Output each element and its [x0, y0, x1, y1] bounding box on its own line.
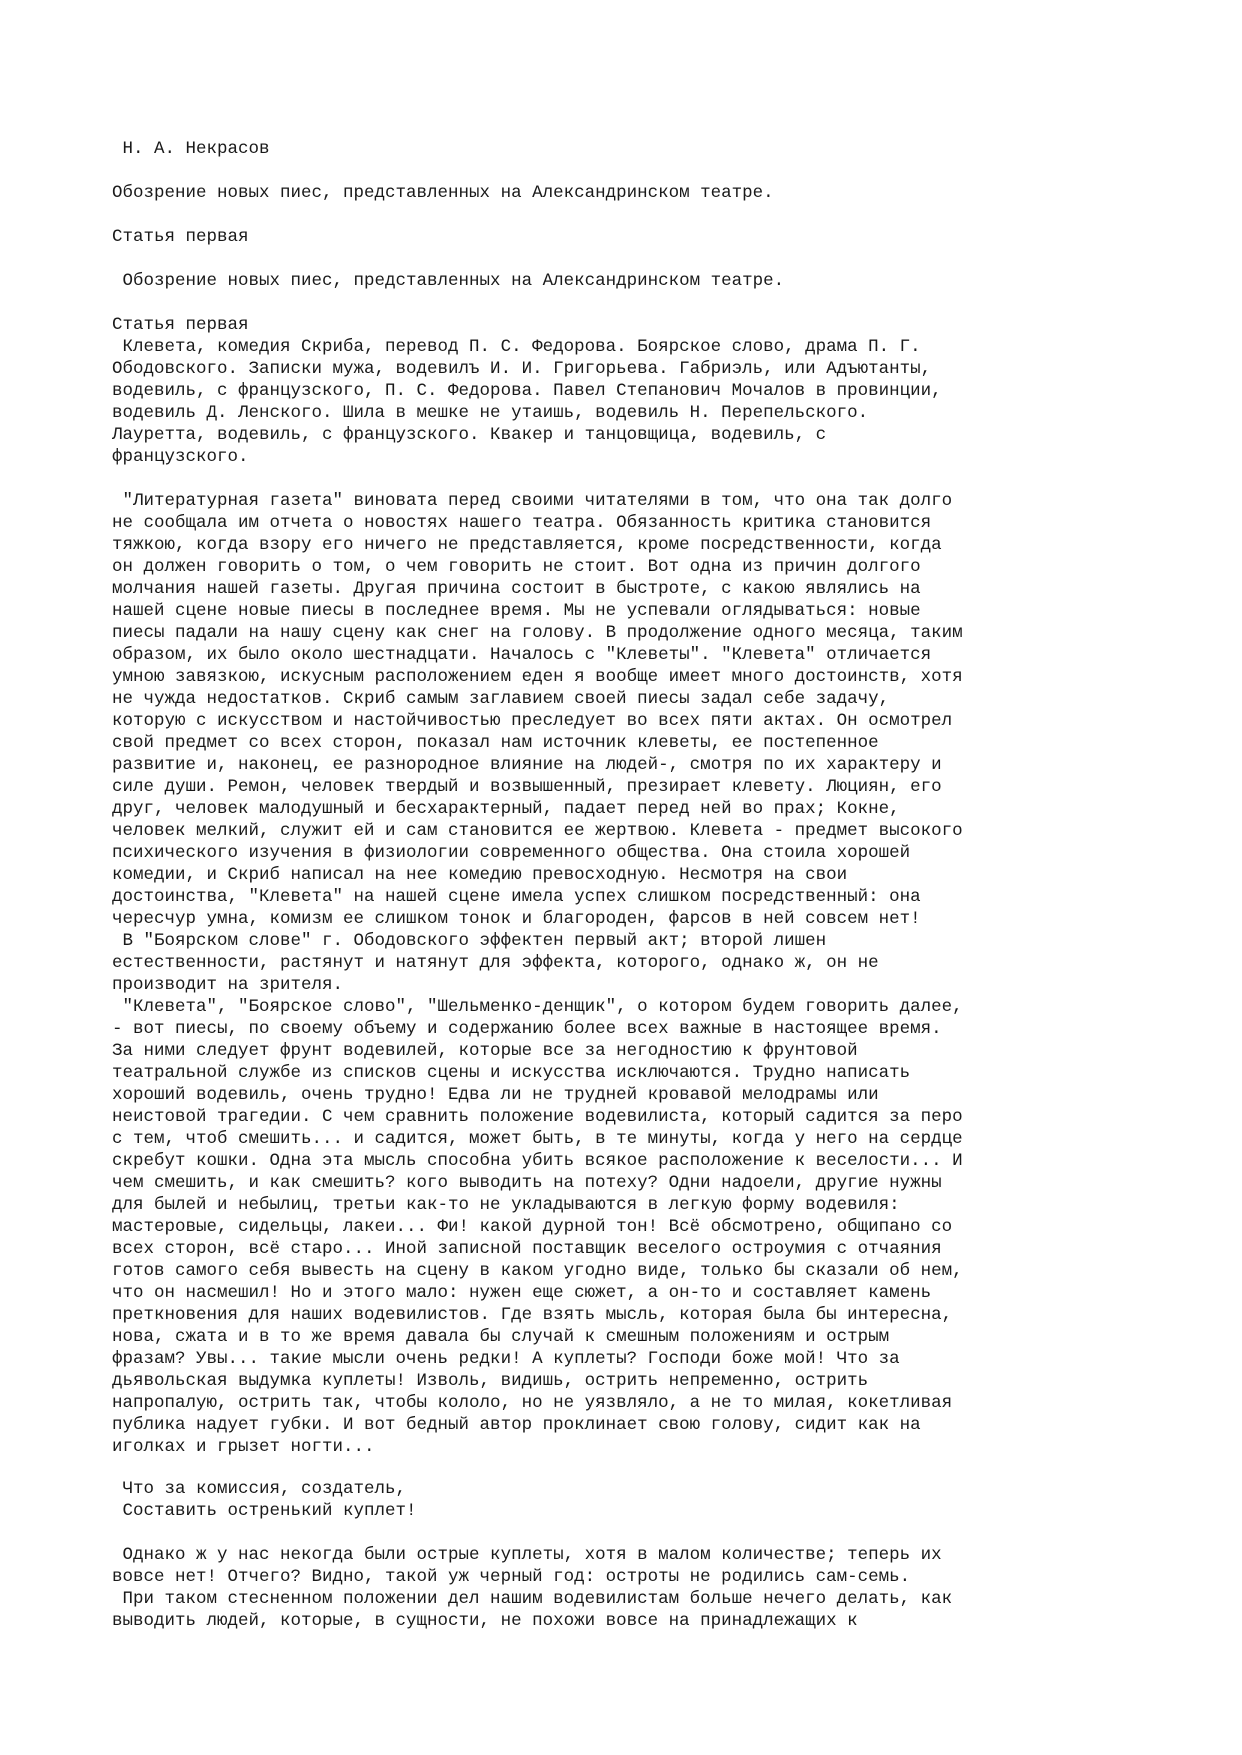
- body-line: публика надует губки. И вот бедный автор проклинает свою голову, сидит как на: [112, 1415, 921, 1435]
- body-line: которую с искусством и настойчивостью преследует во всех пяти актах. Он осмотрел: [112, 711, 953, 731]
- body-line: нашей сцене новые пиесы в последнее время. Мы не успевали оглядываться: новые: [112, 601, 921, 621]
- body-line: театральной службе из списков сцены и искусства исключаются. Трудно написать: [112, 1063, 911, 1083]
- body-line: производит на зрителя.: [112, 975, 344, 995]
- subtitle-line-repeat: Статья первая: [112, 315, 249, 335]
- body-line: развитие и, наконец, ее разнородное влияние на людей-, смотря по их характеру и: [112, 755, 942, 775]
- body-line: не чужда недостатков. Скриб самым заглавием своей пиесы задал себе задачу,: [112, 689, 890, 709]
- body-line: умною завязкою, искусным расположением еден я вообще имеет много достоинств, хотя: [112, 667, 963, 687]
- plays-list: [112, 336, 942, 468]
- body-line: чересчур умна, комизм ее слишком тонок и благороден, фарсов в ней совсем нет!: [112, 909, 921, 929]
- body-line: он должен говорить о том, о чем говорить не стоит. Вот одна из причин долгого: [112, 557, 921, 577]
- body-line: психического изучения в физиологии современного общества. Она стоила хорошей: [112, 843, 911, 863]
- body-line: тяжкою, когда взору его ничего не представляется, кроме посредственности, когда: [112, 535, 942, 555]
- body-line: молчания нашей газеты. Другая причина состоит в быстроте, с какою являлись на: [112, 579, 921, 599]
- body-line: нова, сжата и в то же время давала бы случай к смешным положениям и острым: [112, 1327, 890, 1347]
- body-line: не сообщала им отчета о новостях нашего театра. Обязанность критика становится: [112, 513, 932, 533]
- body-line: скребут кошки. Одна эта мысль способна убить всякое расположение к веселости... И: [112, 1151, 963, 1171]
- closing-line: вовсе нет! Отчего? Видно, такой уж черный год: остроты не родились сам-семь.: [112, 1567, 911, 1587]
- plays-list-line: Лауретта, водевиль, с французского. Квакер и танцовщица, водевиль, с: [112, 425, 827, 445]
- body-line: иголках и грызет ногти...: [112, 1437, 375, 1457]
- body-line: свой предмет со всех сторон, показал нам источник клеветы, ее постепенное: [112, 733, 879, 753]
- plays-list-line: водевиль, с французского, П. С. Федорова. Павел Степанович Мочалов в провинции,: [112, 381, 942, 401]
- closing-line: При таком стесненном положении дел нашим водевилистам больше нечего делать, как: [112, 1589, 953, 1609]
- verse-quote: [112, 1478, 417, 1522]
- body-line: силе души. Ремон, человек твердый и возвышенный, презирает клевету. Люциян, его: [112, 777, 942, 797]
- body-line: пиесы падали на нашу сцену как снег на голову. В продолжение одного месяца, таким: [112, 623, 963, 643]
- body-line: хороший водевиль, очень трудно! Едва ли не трудней кровавой мелодрамы или: [112, 1085, 879, 1105]
- body-line: дьявольская выдумка куплеты! Изволь, видишь, острить непременно, острить: [112, 1371, 869, 1391]
- body-line: "Клевета", "Боярское слово", "Шельменко-денщик", о котором будем говорить далее,: [112, 997, 963, 1017]
- body-line: преткновения для наших водевилистов. Где взять мысль, которая была бы интересна,: [112, 1305, 953, 1325]
- body-line: За ними следует фрунт водевилей, которые все за негодностию к фрунтовой: [112, 1041, 858, 1061]
- body-line: В "Боярском слове" г. Ободовского эффектен первый акт; второй лишен: [112, 931, 827, 951]
- body-line: человек мелкий, служит ей и сам становится ее жертвою. Клевета - предмет высокого: [112, 821, 963, 841]
- body-line: "Литературная газета" виновата перед своими читателями в том, что она так долго: [112, 491, 953, 511]
- body-line: - вот пиесы, по своему объему и содержанию более всех важные в настоящее время.: [112, 1019, 942, 1039]
- body-line: мастеровые, сидельцы, лакеи... Фи! какой дурной тон! Всё обсмотрено, общипано со: [112, 1217, 953, 1237]
- body-line: образом, их было около шестнадцати. Началось с "Клеветы". "Клевета" отличается: [112, 645, 932, 665]
- plays-list-line: Ободовского. Записки мужа, водевилъ И. И. Григорьева. Габриэль, или Адъютанты,: [112, 359, 932, 379]
- subtitle-line: Статья первая: [112, 227, 249, 247]
- closing-line: выводить людей, которые, в сущности, не похожи вовсе на принадлежащих к: [112, 1611, 858, 1631]
- author-line: Н. А. Некрасов: [112, 139, 270, 159]
- body-line: чем смешить, и как смешить? кого выводить на потеху? Одни надоели, другие нужны: [112, 1173, 942, 1193]
- title-line-repeat: Обозрение новых пиес, представленных на Александринском театре.: [112, 271, 785, 291]
- body-line: неистовой трагедии. С чем сравнить положение водевилиста, который садится за перо: [112, 1107, 963, 1127]
- body-line: всех сторон, всё старо... Иной записной поставщик веселого остроумия с отчаяния: [112, 1239, 942, 1259]
- body-line: комедии, и Скриб написал на нее комедию превосходную. Несмотря на свои: [112, 865, 848, 885]
- plays-list-line: французского.: [112, 447, 249, 467]
- article-body: [112, 490, 963, 1458]
- plays-list-line: водевиль Д. Ленского. Шила в мешке не утаишь, водевиль Н. Перепельского.: [112, 403, 869, 423]
- closing-line: Однако ж у нас некогда были острые куплеты, хотя в малом количестве; теперь их: [112, 1545, 942, 1565]
- verse-line: Составить остренький куплет!: [112, 1501, 417, 1521]
- verse-line: Что за комиссия, создатель,: [112, 1479, 407, 1499]
- body-line: фразам? Увы... такие мысли очень редки! А куплеты? Господи боже мой! Что за: [112, 1349, 900, 1369]
- body-line: напропалую, острить так, чтобы кололо, но не уязвляло, а не то милая, кокетливая: [112, 1393, 953, 1413]
- body-line: с тем, чтоб смешить... и садится, может быть, в те минуты, когда у него на сердце: [112, 1129, 963, 1149]
- closing-paragraph: [112, 1544, 952, 1632]
- body-line: достоинства, "Клевета" на нашей сцене имела успех слишком посредственный: она: [112, 887, 921, 907]
- body-line: естественности, растянут и натянут для эффекта, которого, однако ж, он не: [112, 953, 879, 973]
- title-line: Обозрение новых пиес, представленных на Александринском театре.: [112, 183, 774, 203]
- body-line: готов самого себя вывесть на сцену в каком угодно виде, только бы сказали об нем,: [112, 1261, 963, 1281]
- plays-list-line: Клевета, комедия Скриба, перевод П. С. Федорова. Боярское слово, драма П. Г.: [112, 337, 921, 357]
- body-line: для былей и небылиц, третьи как-то не укладываются в легкую форму водевиля:: [112, 1195, 900, 1215]
- body-line: друг, человек малодушный и бесхарактерный, падает перед ней во прах; Кокне,: [112, 799, 900, 819]
- body-line: что он насмешил! Но и этого мало: нужен еще сюжет, а он-то и составляет камень: [112, 1283, 932, 1303]
